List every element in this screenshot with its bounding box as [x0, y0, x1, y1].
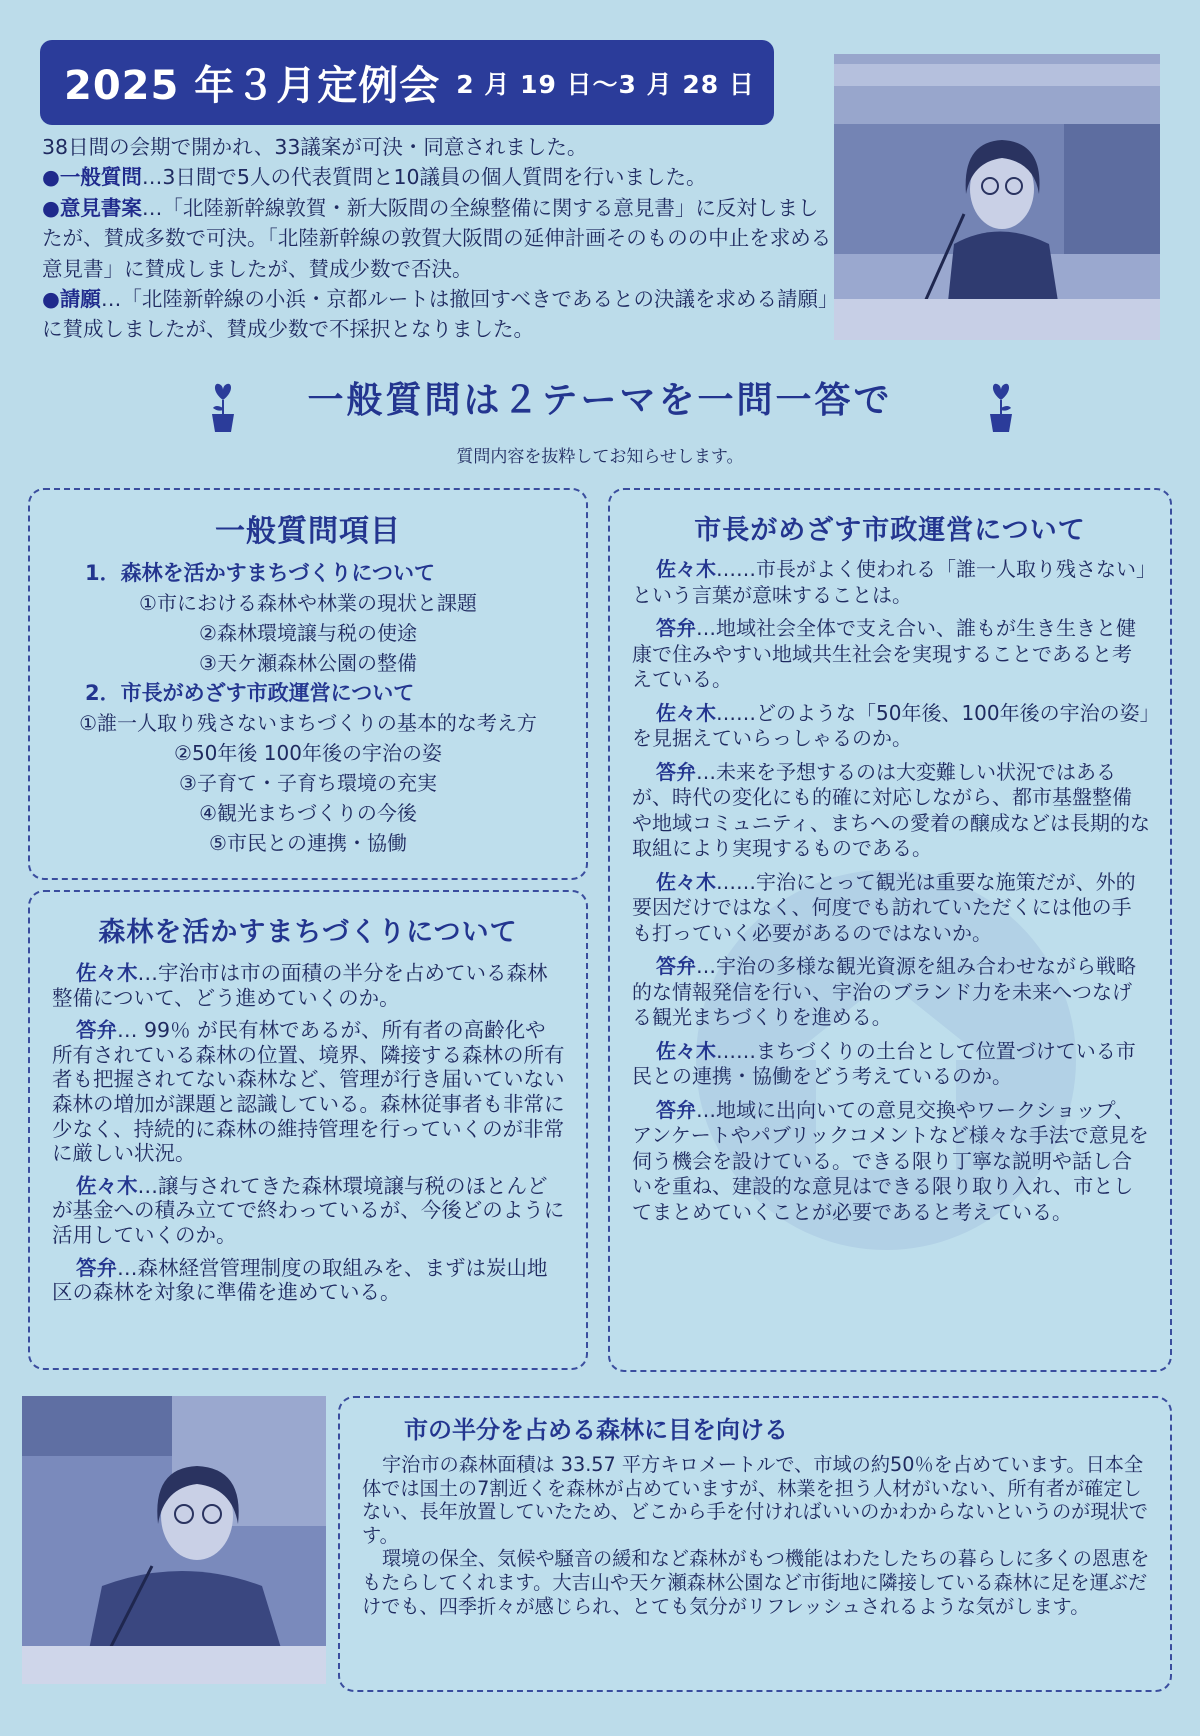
petition-text: …「北陸新幹線の小浜・京都ルートは撤回すべきであるとの決議を求める請願」に賛成しましたが、賛成少数で不採択となりました。	[42, 287, 829, 342]
list-item: ③天ケ瀬森林公園の整備	[199, 651, 417, 675]
forest-qa-title: 森林を活かすまちづくりについて	[98, 917, 518, 948]
speaker: 答弁	[76, 1018, 117, 1043]
speaker: 佐々木	[656, 1038, 716, 1063]
qa-text: ……まちづくりの土台として位置づけている市民との連携・協働をどう考えているのか。	[632, 1038, 1136, 1088]
intro-line: 38日間の会期で開かれ、33議案が可決・同意されました。	[42, 135, 588, 159]
qa-item	[632, 557, 1150, 608]
opinion-text: …「北陸新幹線敦賀・新大阪間の全線整備に関する意見書」に反対しましたが、賛成多数で可決。「北陸新幹線の敦賀大阪間の延伸計画そのものの中止を求める意見書」に賛成しましたが、賛成少数で否決。	[42, 195, 832, 281]
qa-item	[52, 1174, 566, 1248]
qa-text: ……市長がよく使われる「誰一人取り残さない」という言葉が意味することは。	[632, 557, 1146, 607]
speaker: 佐々木	[656, 869, 716, 894]
speaker: 答弁	[656, 1097, 696, 1122]
qa-text: … 99％ が民有林であるが、所有者の高齢化や所有されている森林の位置、境界、隣接する森林の所有者も把握されてない森林など、管理が行き届いていない森林の増加が課題と認識している。森林従事者も非常に少なく、持続的に森林の維持管理を行っていくのが非常に厳しい状況。	[52, 1018, 565, 1166]
speaker: 佐々木	[76, 1173, 138, 1198]
theme-2: 2．市長がめざす市政運営について	[85, 681, 415, 705]
list-item: ①市における森林や林業の現状と課題	[139, 591, 477, 615]
speaker: 答弁	[656, 759, 696, 784]
qa-text: …地域社会全体で支え合い、誰もが生き生きと健康で住みやすい地域共生社会を実現することであると考えている。	[632, 616, 1136, 691]
qa-item	[632, 701, 1150, 752]
qa-item	[52, 961, 566, 1010]
qa-item	[632, 870, 1150, 947]
mayor-qa-box	[608, 488, 1172, 1372]
mayor-qa-list	[632, 557, 1150, 1225]
items-list	[30, 558, 586, 858]
speaker: 佐々木	[656, 700, 716, 725]
list-item: ②50年後 100年後の宇治の姿	[174, 741, 442, 765]
qa-text: …森林経営管理制度の取組みを、まずは炭山地区の森林を対象に準備を進めている。	[52, 1255, 548, 1305]
speaker-photo-bottom	[22, 1396, 326, 1684]
general-text: …3日間で5人の代表質問と10議員の個人質問を行いました。	[141, 165, 707, 190]
page-title: 2025 年３月定例会	[64, 63, 441, 109]
forest-column-body	[362, 1453, 1150, 1618]
intro-summary	[42, 132, 832, 345]
list-item: ①誰一人取り残さないまちづくりの基本的な考え方	[79, 711, 537, 735]
qa-text: ……宇治にとって観光は重要な施策だが、外的要因だけではなく、何度でも訪れていただくには他の手も打っていく必要があるのではないか。	[632, 869, 1136, 945]
speaker: 佐々木	[76, 961, 138, 985]
paragraph: 環境の保全、気候や騒音の緩和など森林がもつ機能はわたしたちの暮らしに多くの恩恵をもたらしてくれます。大吉山や天ケ瀬森林公園など市街地に隣接している森林に足を運ぶだけでも、四季折々が感じられ、とても気分がリフレッシュされるような気がします。	[362, 1547, 1150, 1618]
qa-text: …宇治の多様な観光資源を組み合わせながら戦略的な情報発信を行い、宇治のブランド力を未来へつなげる観光まちづくりを進める。	[632, 954, 1136, 1029]
qa-text: …地域に出向いての意見交換やワークショップ、アンケートやパブリックコメントなど様々な手法で意見を伺う機会を設けている。できる限り丁寧な説明や話し合いを重ね、建設的な意見はできる限り取り入れ、市としてまとめていくことが必要であると考えている。	[632, 1097, 1149, 1224]
intro-general	[42, 162, 832, 192]
intro-opinion	[42, 193, 832, 284]
list-item: ③子育て・子育ち環境の充実	[179, 771, 437, 795]
qa-item	[632, 760, 1150, 862]
forest-qa-list	[52, 961, 566, 1305]
items-title: 一般質問項目	[215, 514, 401, 549]
flower-pot-icon	[984, 378, 1018, 434]
section-heading: 一般質問は２テーマを一問一答で	[307, 380, 893, 421]
qa-item	[632, 954, 1150, 1031]
qa-item	[52, 1018, 566, 1166]
list-item: ④観光まちづくりの今後	[199, 801, 417, 825]
paragraph: 宇治市の森林面積は 33.57 平方キロメートルで、市域の約50％を占めています。日本全体では国土の7割近くを森林が占めていますが、林業を担う人材がいない、所有者が確定しない、長年放置していたため、どこから手を付ければいいのかわからないというのが現状です。	[362, 1453, 1148, 1547]
qa-text: ……どのような「50年後、100年後の宇治の姿」を見据えていらっしゃるのか。	[632, 700, 1150, 750]
title-banner	[40, 40, 774, 125]
list-item: ②森林環境譲与税の使途	[199, 621, 417, 645]
qa-text: …譲与されてきた森林環境譲与税のほとんどが基金への積み立てで終わっているが、今後どのように活用していくのか。	[52, 1173, 565, 1247]
theme-1: 1．森林を活かすまちづくりについて	[85, 561, 435, 585]
question-items-box	[28, 488, 588, 880]
opinion-label: ●意見書案	[42, 195, 142, 220]
qa-item	[632, 616, 1150, 693]
intro-petition	[42, 284, 832, 345]
general-label: ●一般質問	[42, 165, 142, 190]
speaker: 佐々木	[656, 557, 716, 581]
mayor-qa-title: 市長がめざす市政運営について	[694, 515, 1086, 546]
forest-column-box	[338, 1396, 1172, 1692]
speaker: 答弁	[656, 954, 696, 978]
qa-text: …宇治市は市の面積の半分を占めている森林整備について、どう進めていくのか。	[52, 961, 548, 1010]
qa-item	[632, 1039, 1150, 1090]
forest-column-title: 市の半分を占める森林に目を向ける	[404, 1416, 788, 1444]
speaker-photo-top	[834, 54, 1160, 340]
speaker: 答弁	[76, 1255, 117, 1280]
qa-text: …未来を予想するのは大変難しい状況ではあるが、時代の変化にも的確に対応しながら、都市基盤整備や地域コミュニティ、まちへの愛着の醸成などは長期的な取組により実現するものである。	[632, 759, 1150, 860]
list-item: ⑤市民との連携・協働	[209, 831, 407, 855]
session-dates: 2 月 19 日～3 月 28 日	[456, 69, 755, 99]
section-subheading: 質問内容を抜粋してお知らせします。	[456, 447, 744, 467]
forest-qa-box	[28, 890, 588, 1370]
qa-item	[52, 1256, 566, 1305]
petition-label: ●請願	[42, 287, 101, 312]
speaker: 答弁	[656, 616, 696, 640]
qa-item	[632, 1098, 1150, 1226]
